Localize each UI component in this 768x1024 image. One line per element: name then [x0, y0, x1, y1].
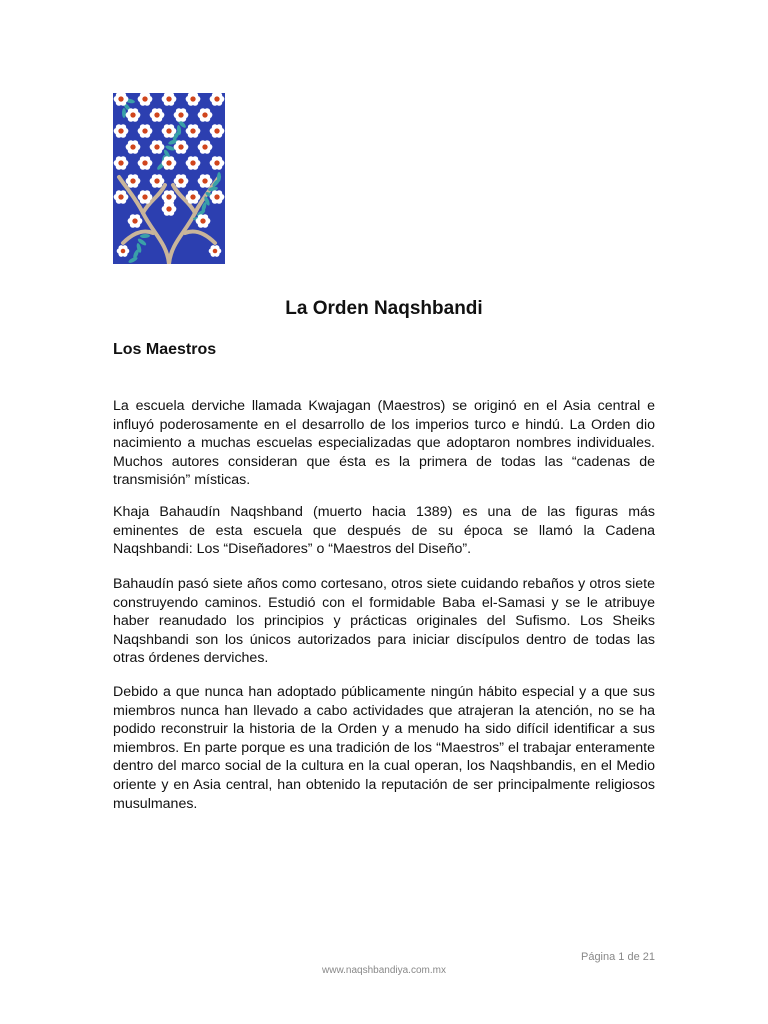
paragraph: Bahaudín pasó siete años como cortesano, otros siete cuidando rebaños y otros siete construyendo caminos. Estudió con el formidable Baba el-Samasi y se le atribuye haber reanudado los principios y prácticas originales del Sufismo. Los Sheiks Naqshbandi son los únicos autorizados para iniciar discípulos dentro de todas las otras órdenes derviches. — [113, 576, 655, 667]
document-title: La Orden Naqshbandi — [285, 298, 483, 319]
paragraph: La escuela derviche llamada Kwajagan (Maestros) se originó en el Asia central e influyó poderosamente en el desarrollo de los imperios turco e hindú. La Orden dio nacimiento a muchas escuelas especializadas que adoptaron nombres individuales. Muchos autores consideran que ésta es la primera de todas las “cadenas de transmisión” místicas. — [113, 398, 655, 489]
page-number: Página 1 de 21 — [580, 951, 655, 963]
paragraph: Debido a que nunca han adoptado públicamente ningún hábito especial y a que sus miembros nunca han llevado a cabo actividades que atrajeran la atención, no se ha podido reconstruir la historia de la Orden y a menudo ha sido difícil identificar a sus miembros. En parte porque es una tradición de los “Maestros” el trabajar enteramente dentro del marco social de la cultura en la cual operan, los Naqshbandis, en el Medio oriente y en Asia central, han obtenido la reputación de ser principalmente religiosos musulmanes. — [113, 684, 655, 812]
paragraph: Khaja Bahaudín Naqshband (muerto hacia 1389) es una de las figuras más eminentes de esta escuela que después de su época se llamó la Cadena Naqshbandi: Los “Diseñadores” o “Maestros del Diseño”. — [113, 504, 655, 558]
section-heading: Los Maestros — [113, 341, 217, 358]
floral-tile-icon — [113, 93, 225, 264]
cover-image — [113, 93, 225, 264]
footer-url: www.naqshbandiya.com.mx — [322, 965, 446, 976]
